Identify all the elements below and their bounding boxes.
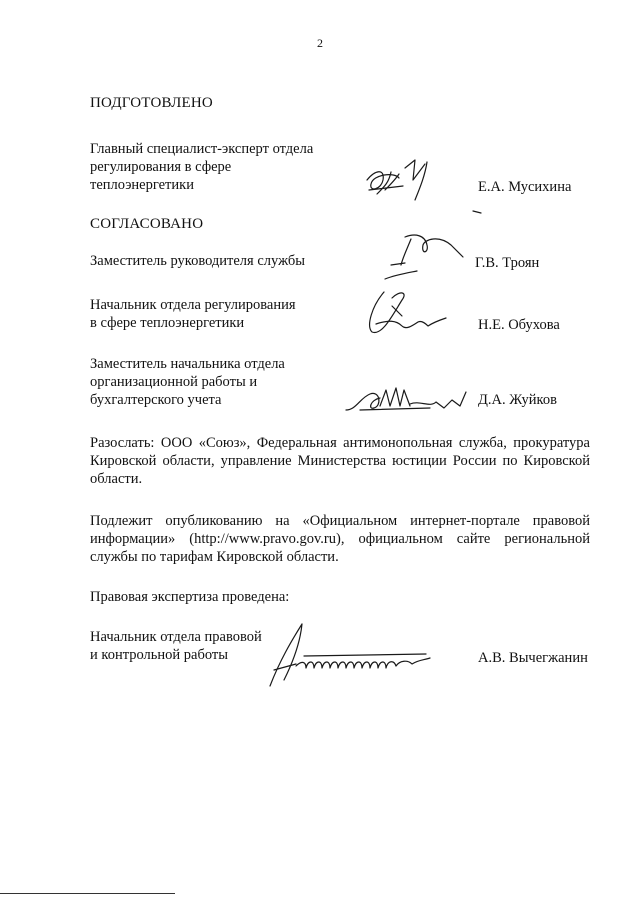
signer-3-position-line-3: бухгалтерского учета bbox=[90, 392, 222, 408]
signer-1-position-line-1: Заместитель руководителя службы bbox=[90, 253, 306, 269]
signature-troyan bbox=[355, 205, 495, 285]
signer-3-position-line-2: организационной работы и bbox=[90, 374, 258, 390]
publication-paragraph: Подлежит опубликованию на «Официальном интернет-портале правовой информации» (http://www.pravo.gov.ru), официальном сайте региональной службы по тарифам Кировской области. bbox=[90, 513, 590, 565]
signer-3-name: Д.А. Жуйков bbox=[478, 392, 557, 408]
prepared-position-line-1: Главный специалист-эксперт отдела bbox=[90, 141, 314, 157]
prepared-heading: ПОДГОТОВЛЕНО bbox=[90, 95, 213, 111]
signature-obukhova bbox=[362, 286, 462, 338]
signature-musikhina bbox=[355, 150, 465, 210]
signature-vychegzhanin bbox=[262, 620, 437, 692]
agreed-heading: СОГЛАСОВАНО bbox=[90, 216, 204, 232]
legal-review-position-line-2: и контрольной работы bbox=[90, 647, 228, 663]
legal-review-name: А.В. Вычегжанин bbox=[478, 650, 588, 666]
signer-2-name: Н.Е. Обухова bbox=[478, 317, 560, 333]
signer-1-name: Г.В. Троян bbox=[475, 255, 540, 271]
footer-rule bbox=[0, 893, 175, 894]
distribution-paragraph: Разослать: ООО «Союз», Федеральная антимонопольная служба, прокуратура Кировской области, управление Министерства юстиции России по Кировской области. bbox=[90, 435, 590, 487]
prepared-name: Е.А. Мусихина bbox=[478, 179, 572, 195]
legal-review-heading: Правовая экспертиза проведена: bbox=[90, 589, 290, 605]
prepared-position-line-3: теплоэнергетики bbox=[90, 177, 194, 193]
signature-zhuikov bbox=[340, 380, 470, 420]
signer-2-position-line-1: Начальник отдела регулирования bbox=[90, 297, 296, 313]
page-number: 2 bbox=[317, 36, 323, 50]
signer-3-position-line-1: Заместитель начальника отдела bbox=[90, 356, 285, 372]
legal-review-position-line-1: Начальник отдела правовой bbox=[90, 629, 262, 645]
signer-2-position-line-2: в сфере теплоэнергетики bbox=[90, 315, 245, 331]
prepared-position-line-2: регулирования в сфере bbox=[90, 159, 232, 175]
